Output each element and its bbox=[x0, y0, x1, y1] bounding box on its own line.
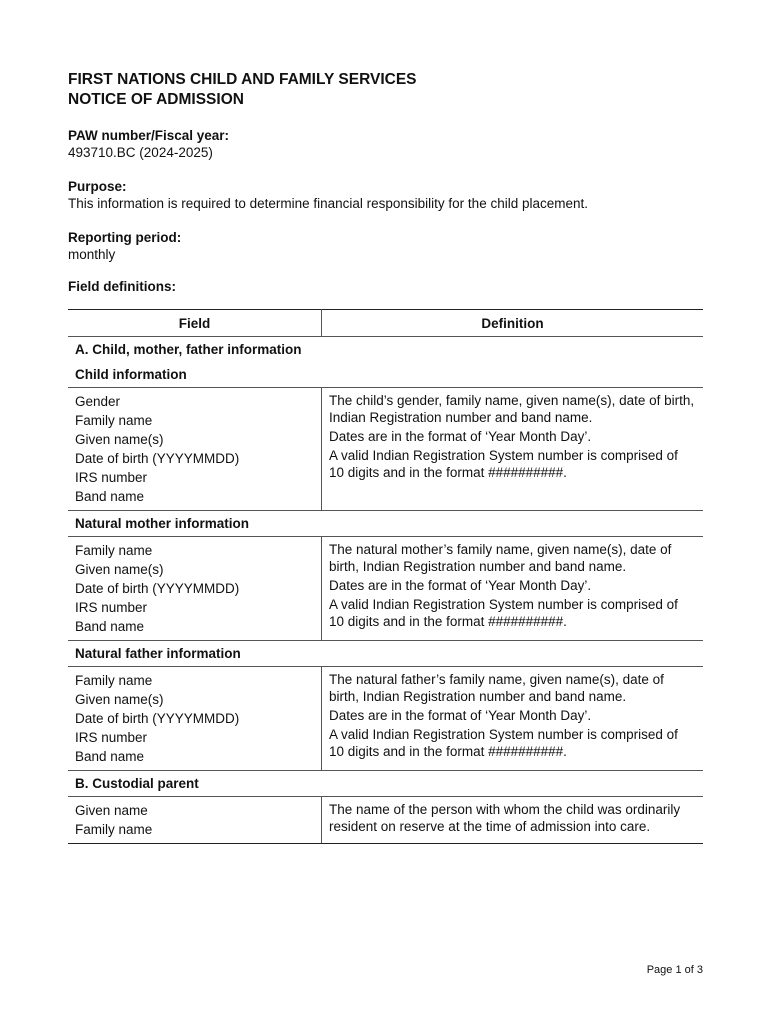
field-item: Band name bbox=[75, 749, 145, 764]
definition-text: The natural father’s family name, given name(s), date of birth, Indian Registration number and band name. bbox=[329, 672, 664, 704]
field-item: IRS number bbox=[75, 600, 148, 615]
field-item: Date of birth (YYYYMMDD) bbox=[75, 581, 240, 596]
child-field-list bbox=[68, 388, 322, 511]
custodial-definition bbox=[322, 797, 704, 844]
document-title-line2: NOTICE OF ADMISSION bbox=[68, 91, 244, 108]
mother-info-title: Natural mother information bbox=[68, 511, 703, 537]
field-definitions-block bbox=[68, 278, 703, 295]
definition-text: Dates are in the format of ‘Year Month Day’. bbox=[329, 429, 592, 444]
field-definitions-table bbox=[68, 309, 703, 844]
mother-field-list bbox=[68, 537, 322, 641]
paw-label: PAW number/Fiscal year: bbox=[68, 128, 230, 143]
field-item: Family name bbox=[75, 673, 153, 688]
table-header-row bbox=[68, 310, 703, 337]
mother-definition bbox=[322, 537, 704, 641]
child-info-row bbox=[68, 362, 703, 388]
field-item: Given name(s) bbox=[75, 692, 164, 707]
paw-value: 493710.BC (2024-2025) bbox=[68, 145, 213, 160]
child-definition bbox=[322, 388, 704, 511]
section-a-row bbox=[68, 337, 703, 363]
custodial-field-list bbox=[68, 797, 322, 844]
father-info-row bbox=[68, 641, 703, 667]
field-item: Band name bbox=[75, 489, 145, 504]
field-item: Family name bbox=[75, 543, 153, 558]
section-b-row bbox=[68, 771, 703, 797]
field-item: Family name bbox=[75, 822, 153, 837]
field-definitions-label: Field definitions: bbox=[68, 279, 176, 294]
section-b-title: B. Custodial parent bbox=[68, 771, 703, 797]
purpose-value: This information is required to determine financial responsibility for the child placement. bbox=[68, 196, 589, 211]
table-row bbox=[68, 388, 703, 511]
father-field-list bbox=[68, 667, 322, 771]
purpose-block bbox=[68, 178, 703, 212]
field-item: Band name bbox=[75, 619, 145, 634]
reporting-value: monthly bbox=[68, 247, 116, 262]
reporting-label: Reporting period: bbox=[68, 230, 182, 245]
header-definition: Definition bbox=[322, 310, 704, 337]
definition-text: Dates are in the format of ‘Year Month Day’. bbox=[329, 708, 592, 723]
purpose-label: Purpose: bbox=[68, 179, 127, 194]
field-item: IRS number bbox=[75, 470, 148, 485]
table-row bbox=[68, 797, 703, 844]
field-item: Family name bbox=[75, 413, 153, 428]
header-field: Field bbox=[68, 310, 322, 337]
table-row bbox=[68, 537, 703, 641]
father-info-title: Natural father information bbox=[68, 641, 703, 667]
mother-info-row bbox=[68, 511, 703, 537]
table-row bbox=[68, 667, 703, 771]
definition-text: A valid Indian Registration System number is comprised of 10 digits and in the format ##########. bbox=[329, 727, 678, 759]
definition-text: The child’s gender, family name, given name(s), date of birth, Indian Registration number and band name. bbox=[329, 393, 695, 425]
document-title-line1: FIRST NATIONS CHILD AND FAMILY SERVICES bbox=[68, 71, 417, 88]
paw-block bbox=[68, 127, 703, 161]
field-item: Date of birth (YYYYMMDD) bbox=[75, 451, 240, 466]
father-definition bbox=[322, 667, 704, 771]
document-header bbox=[68, 70, 703, 295]
field-item: IRS number bbox=[75, 730, 148, 745]
definition-text: The name of the person with whom the child was ordinarily resident on reserve at the time of admission into care. bbox=[329, 802, 681, 834]
section-a-title: A. Child, mother, father information bbox=[75, 342, 302, 357]
child-info-title: Child information bbox=[68, 362, 703, 388]
page-number: Page 1 of 3 bbox=[646, 964, 703, 976]
field-item: Date of birth (YYYYMMDD) bbox=[75, 711, 240, 726]
reporting-block bbox=[68, 229, 703, 263]
definition-text: Dates are in the format of ‘Year Month Day’. bbox=[329, 578, 592, 593]
definition-text: A valid Indian Registration System number is comprised of 10 digits and in the format ##########. bbox=[329, 448, 678, 480]
field-item: Given name(s) bbox=[75, 562, 164, 577]
definition-text: A valid Indian Registration System number is comprised of 10 digits and in the format ##########. bbox=[329, 597, 678, 629]
field-item: Given name(s) bbox=[75, 432, 164, 447]
definition-text: The natural mother’s family name, given name(s), date of birth, Indian Registration number and band name. bbox=[329, 542, 672, 574]
field-item: Given name bbox=[75, 803, 148, 818]
field-item: Gender bbox=[75, 394, 121, 409]
